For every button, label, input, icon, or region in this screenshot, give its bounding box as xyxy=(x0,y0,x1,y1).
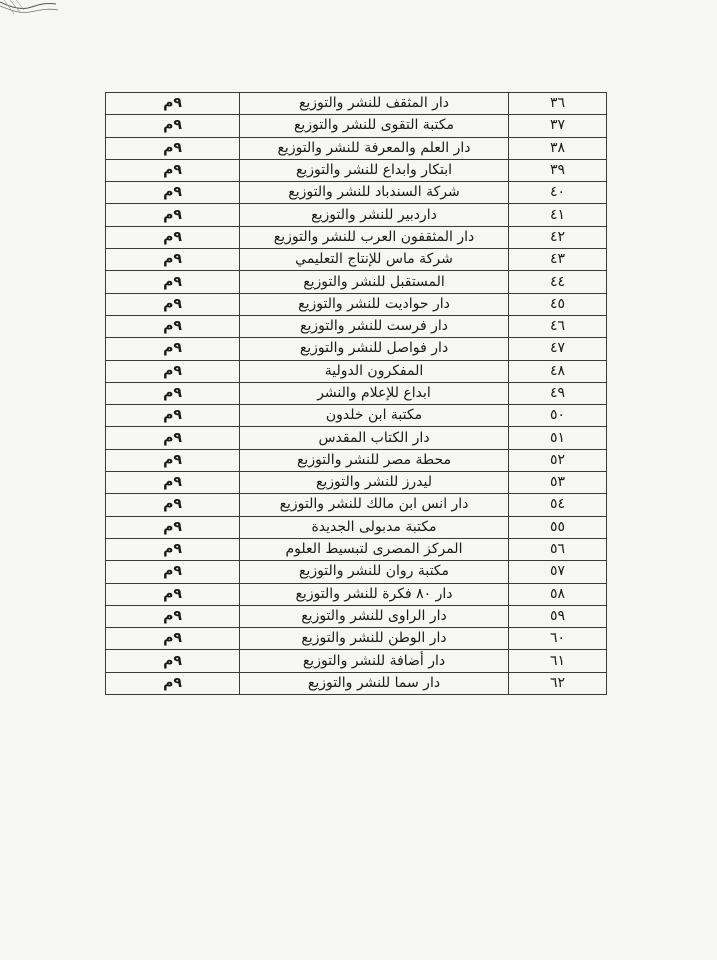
publisher-name: مكتبة روان للنشر والتوزيع xyxy=(240,561,509,583)
publisher-name: دار أضافة للنشر والتوزيع xyxy=(240,650,509,672)
publisher-name: مكتبة ابن خلدون xyxy=(240,405,509,427)
publisher-name: شركة ماس للإنتاج التعليمي xyxy=(240,249,509,271)
publisher-name: مكتبة مدبولى الجديدة xyxy=(240,516,509,538)
table-row xyxy=(106,561,607,583)
row-number: ٤٤ xyxy=(509,271,607,293)
row-number: ٥٠ xyxy=(509,405,607,427)
time-cell: ٩م xyxy=(106,182,240,204)
row-number: ٥٦ xyxy=(509,538,607,560)
time-cell: ٩م xyxy=(106,427,240,449)
table-row xyxy=(106,516,607,538)
publisher-name: دار فواصل للنشر والتوزيع xyxy=(240,338,509,360)
table-row xyxy=(106,427,607,449)
time-cell: ٩م xyxy=(106,115,240,137)
row-number: ٤٦ xyxy=(509,315,607,337)
publisher-name: دار ٨٠ فكرة للنشر والتوزيع xyxy=(240,583,509,605)
row-number: ٥٢ xyxy=(509,449,607,471)
table-row xyxy=(106,605,607,627)
publisher-name: دار المثقف للنشر والتوزيع xyxy=(240,93,509,115)
publisher-name: دار الوطن للنشر والتوزيع xyxy=(240,628,509,650)
row-number: ٤١ xyxy=(509,204,607,226)
time-cell: ٩م xyxy=(106,472,240,494)
time-cell: ٩م xyxy=(106,405,240,427)
time-cell: ٩م xyxy=(106,516,240,538)
table-row xyxy=(106,115,607,137)
table-row xyxy=(106,382,607,404)
publisher-name: ابتكار وابداع للنشر والتوزيع xyxy=(240,159,509,181)
publisher-name: داردبير للنشر والتوزيع xyxy=(240,204,509,226)
publisher-name: دار حواديت للنشر والتوزيع xyxy=(240,293,509,315)
publisher-name: دار فرست للنشر والتوزيع xyxy=(240,315,509,337)
time-cell: ٩م xyxy=(106,293,240,315)
time-cell: ٩م xyxy=(106,204,240,226)
publisher-name: محطة مصر للنشر والتوزيع xyxy=(240,449,509,471)
time-cell: ٩م xyxy=(106,583,240,605)
row-number: ٥٣ xyxy=(509,472,607,494)
row-number: ٤٧ xyxy=(509,338,607,360)
row-number: ٦١ xyxy=(509,650,607,672)
time-cell: ٩م xyxy=(106,93,240,115)
publisher-name: شركة السندباد للنشر والتوزيع xyxy=(240,182,509,204)
table-row xyxy=(106,538,607,560)
publisher-name: ابداع للإعلام والنشر xyxy=(240,382,509,404)
time-cell: ٩م xyxy=(106,249,240,271)
table-row xyxy=(106,494,607,516)
row-number: ٦٠ xyxy=(509,628,607,650)
row-number: ٤٣ xyxy=(509,249,607,271)
table-row xyxy=(106,628,607,650)
row-number: ٤٥ xyxy=(509,293,607,315)
table-row xyxy=(106,315,607,337)
row-number: ٤٨ xyxy=(509,360,607,382)
table-row xyxy=(106,449,607,471)
time-cell: ٩م xyxy=(106,561,240,583)
table-row xyxy=(106,137,607,159)
publisher-name: دار العلم والمعرفة للنشر والتوزيع xyxy=(240,137,509,159)
table-row xyxy=(106,182,607,204)
row-number: ٤٢ xyxy=(509,226,607,248)
publisher-name: المستقبل للنشر والتوزيع xyxy=(240,271,509,293)
row-number: ٤٠ xyxy=(509,182,607,204)
corner-stamp-mark xyxy=(0,0,60,22)
row-number: ٣٧ xyxy=(509,115,607,137)
row-number: ٤٩ xyxy=(509,382,607,404)
time-cell: ٩م xyxy=(106,159,240,181)
table-row xyxy=(106,672,607,694)
table-row xyxy=(106,360,607,382)
publisher-name: المركز المصرى لتبسيط العلوم xyxy=(240,538,509,560)
time-cell: ٩م xyxy=(106,338,240,360)
row-number: ٥٤ xyxy=(509,494,607,516)
time-cell: ٩م xyxy=(106,382,240,404)
time-cell: ٩م xyxy=(106,137,240,159)
time-cell: ٩م xyxy=(106,226,240,248)
table-row xyxy=(106,583,607,605)
table-row xyxy=(106,249,607,271)
row-number: ٣٨ xyxy=(509,137,607,159)
table-row xyxy=(106,405,607,427)
table-row xyxy=(106,650,607,672)
table-row xyxy=(106,159,607,181)
table-row xyxy=(106,338,607,360)
time-cell: ٩م xyxy=(106,271,240,293)
row-number: ٥٩ xyxy=(509,605,607,627)
table-row xyxy=(106,293,607,315)
time-cell: ٩م xyxy=(106,494,240,516)
row-number: ٣٩ xyxy=(509,159,607,181)
row-number: ٣٦ xyxy=(509,93,607,115)
publisher-name: دار الكتاب المقدس xyxy=(240,427,509,449)
time-cell: ٩م xyxy=(106,605,240,627)
time-cell: ٩م xyxy=(106,360,240,382)
row-number: ٥٥ xyxy=(509,516,607,538)
publisher-name: المفكرون الدولية xyxy=(240,360,509,382)
table-row xyxy=(106,226,607,248)
publisher-name: ليدرز للنشر والتوزيع xyxy=(240,472,509,494)
row-number: ٥١ xyxy=(509,427,607,449)
time-cell: ٩م xyxy=(106,672,240,694)
publisher-name: مكتبة التقوى للنشر والتوزيع xyxy=(240,115,509,137)
table-row xyxy=(106,271,607,293)
row-number: ٥٨ xyxy=(509,583,607,605)
publishers-table-body xyxy=(106,93,607,695)
row-number: ٥٧ xyxy=(509,561,607,583)
publisher-name: دار سما للنشر والتوزيع xyxy=(240,672,509,694)
publisher-name: دار انس ابن مالك للنشر والتوزيع xyxy=(240,494,509,516)
time-cell: ٩م xyxy=(106,628,240,650)
publisher-name: دار المثقفون العرب للنشر والتوزيع xyxy=(240,226,509,248)
table-row xyxy=(106,472,607,494)
time-cell: ٩م xyxy=(106,650,240,672)
time-cell: ٩م xyxy=(106,315,240,337)
row-number: ٦٢ xyxy=(509,672,607,694)
time-cell: ٩م xyxy=(106,538,240,560)
table-row xyxy=(106,93,607,115)
publishers-table xyxy=(105,92,607,695)
time-cell: ٩م xyxy=(106,449,240,471)
publisher-name: دار الراوى للنشر والتوزيع xyxy=(240,605,509,627)
table-row xyxy=(106,204,607,226)
